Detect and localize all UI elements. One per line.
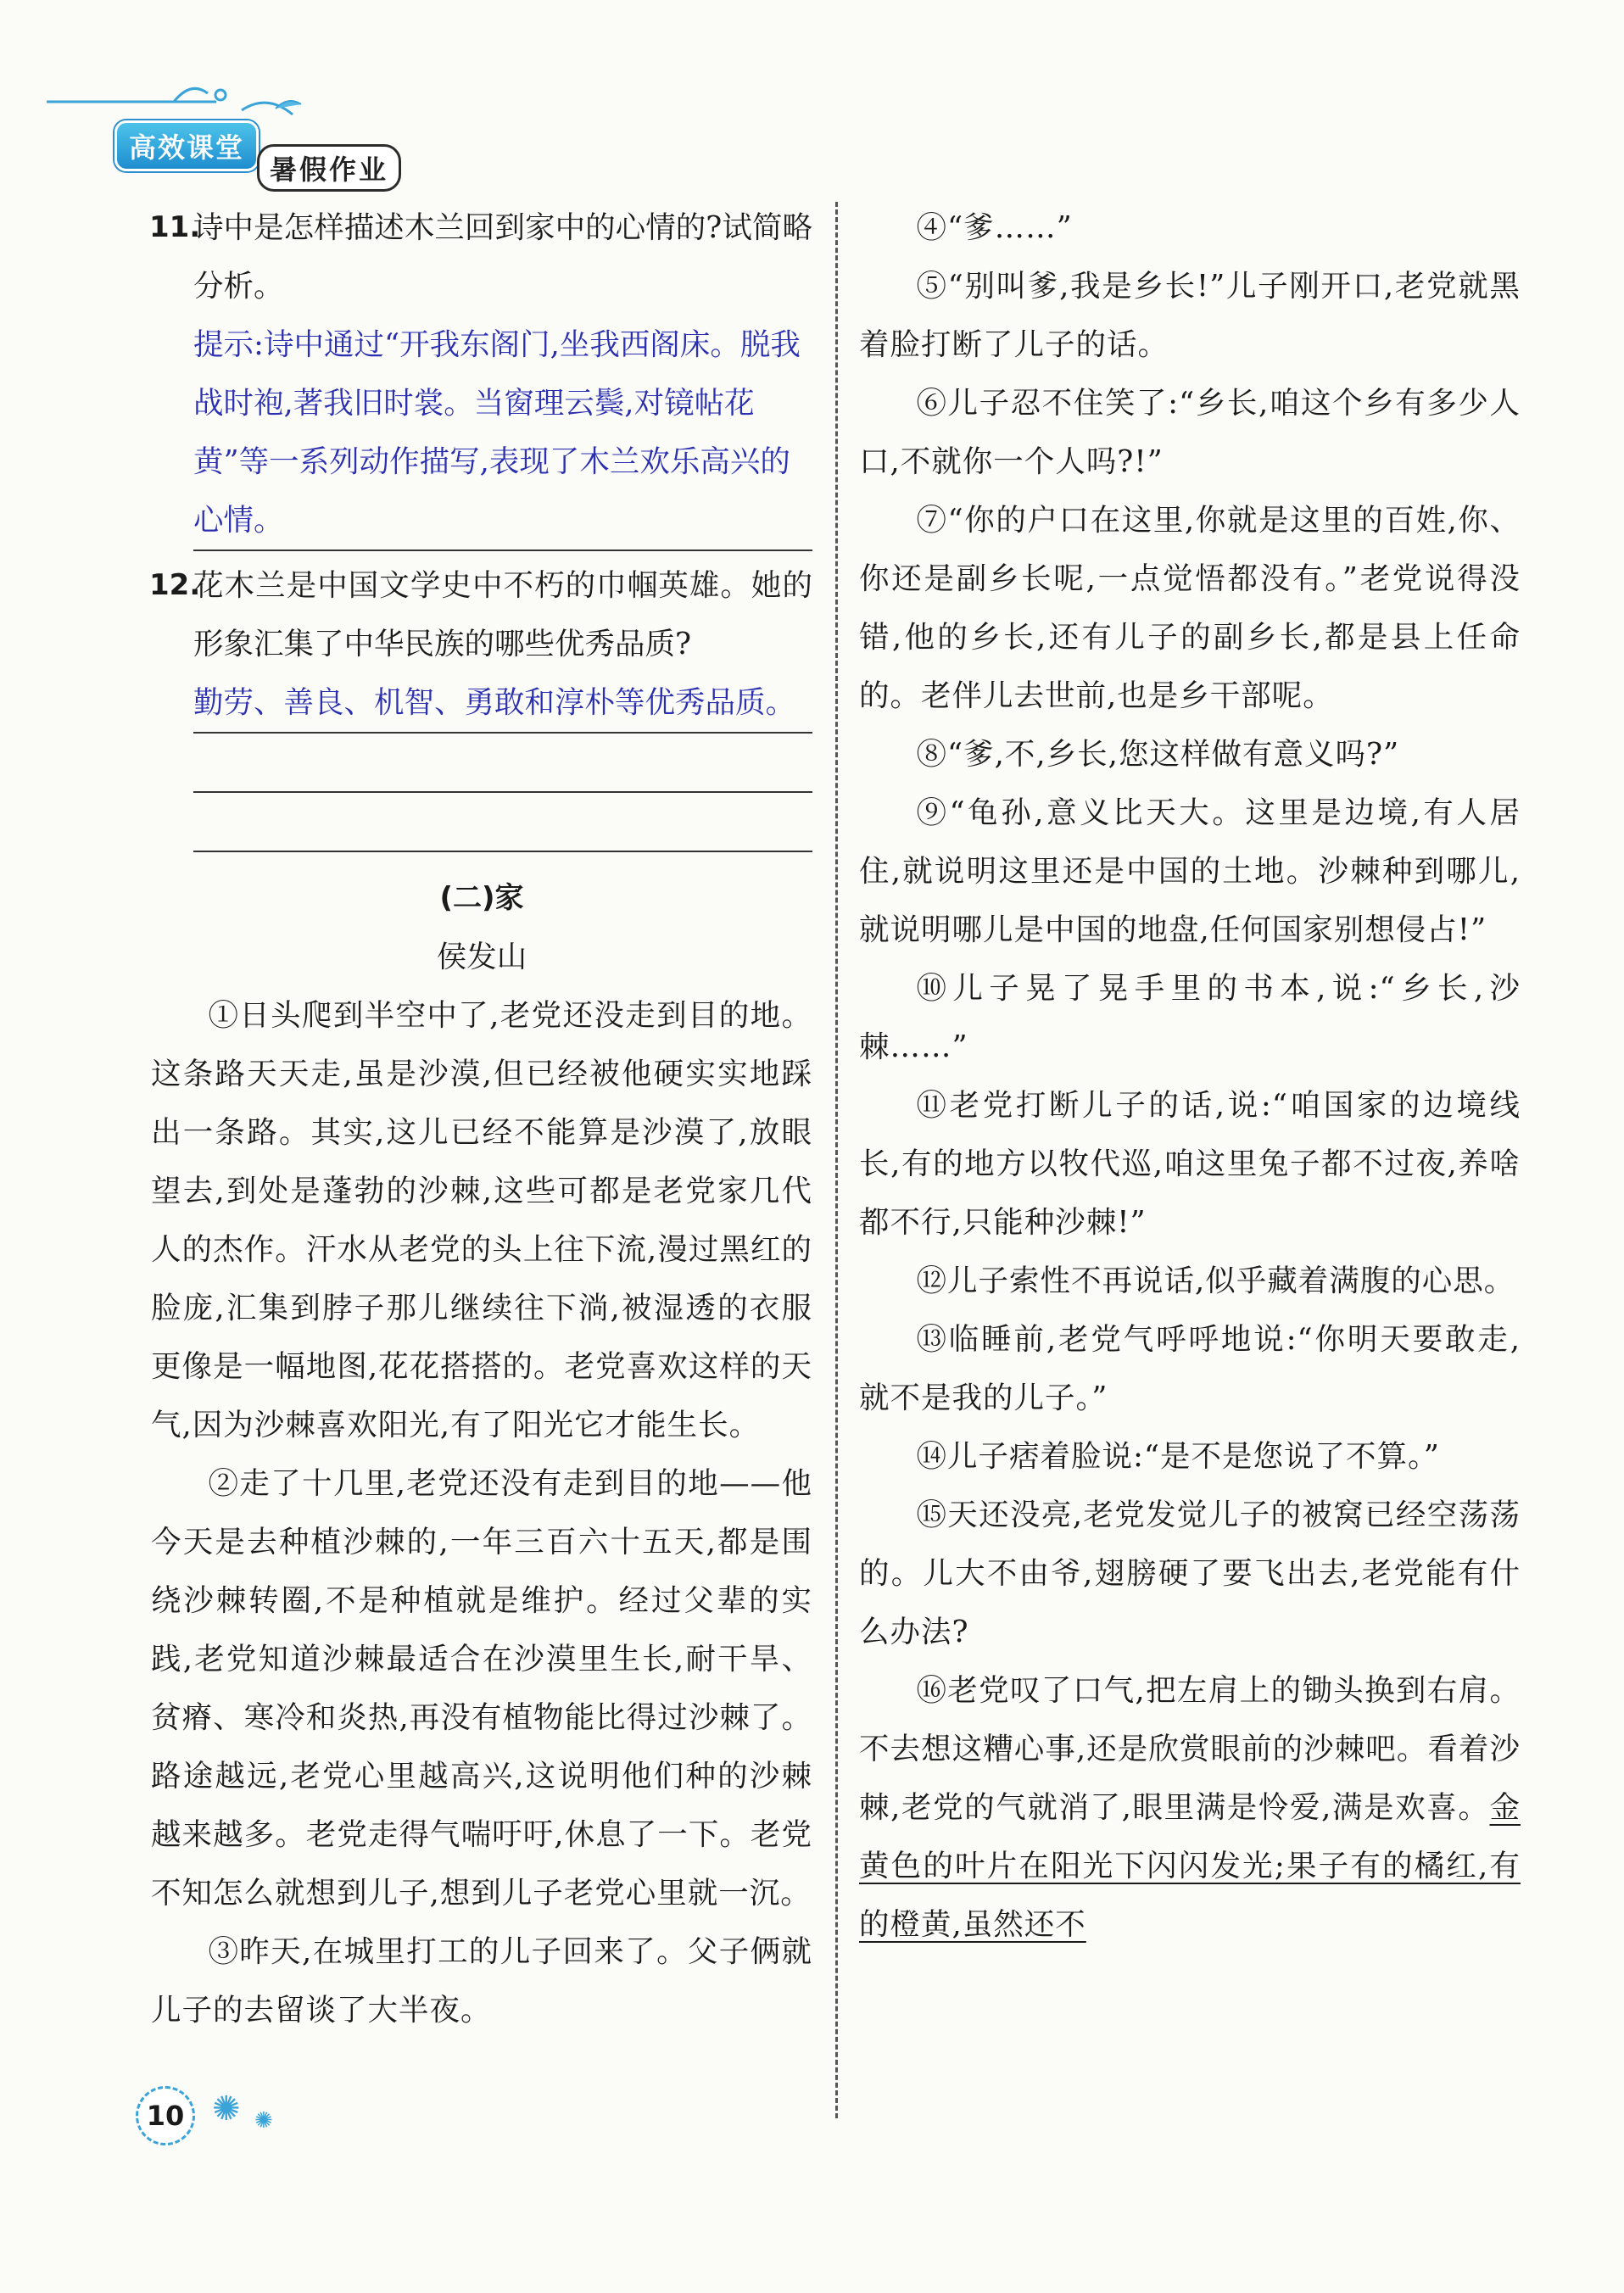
paragraph-10: ⑩儿子晃了晃手里的书本,说:“乡长,沙棘……” [859,971,1521,1064]
paragraph-1: ①日头爬到半空中了,老党还没走到目的地。这条路天天走,虽是沙漠,但已经被他硬实实地踩出一条路。其实,这儿已经不能算是沙漠了,放眼望去,到处是蓬勃的沙棘,这些可都是老党家几代人的杰作。汗水从老党的头上往下流,漫过黑红的脸庞,汇集到脖子那儿继续往下淌,被湿透的衣服更像是一幅地图,花花搭搭的。老党喜欢这样的天气,因为沙棘喜欢阳光,有了阳光它才能生长。 [151,998,812,1442]
question-number: 11. [149,210,201,244]
flower-icon: ✺ [254,2108,273,2134]
paragraph-3: ③昨天,在城里打工的儿子回来了。父子俩就儿子的去留谈了大半夜。 [151,1934,812,2028]
answer-blank-line [193,734,812,793]
paragraph-15: ⑮天还没亮,老党发觉儿子的被窝已经空荡荡的。儿大不由爷,翅膀硬了要飞出去,老党能有什么办法? [859,1498,1521,1649]
paragraph-16-underlined: 金黄色的叶片在阳光下闪闪发光;果子有的橘红,有的橙黄,虽然还不 [859,1790,1521,1942]
paragraph-5: ⑤“别叫爹,我是乡长!”儿子刚开口,老党就黑着脸打断了儿子的话。 [859,269,1521,362]
logo-subtitle: 暑假作业 [257,144,401,192]
answer-11 [151,315,812,551]
paragraph-9: ⑨“龟孙,意义比天大。这里是边境,有人居住,就说明这里还是中国的土地。沙棘种到哪儿,就说明哪儿是中国的地盘,任何国家别想侵占!” [859,795,1521,947]
left-column [151,198,812,2039]
paragraph-11: ⑪老党打断儿子的话,说:“咱国家的边境线长,有的地方以牧代巡,咱这里兔子都不过夜,养啥都不行,只能种沙棘!” [859,1088,1521,1240]
question-12 [151,556,812,673]
question-number: 12. [149,568,201,602]
column-divider [835,202,838,2118]
page-number: 10 [136,2086,195,2145]
header-logo [47,76,471,195]
answer-text: 勤劳、善良、机智、勇敢和淳朴等优秀品质。 [193,673,812,734]
paragraph-7: ⑦“你的户口在这里,你就是这里的百姓,你、你还是副乡长呢,一点觉悟都没有。”老党说得没错,他的乡长,还有儿子的副乡长,都是县上任命的。老伴儿去世前,也是乡干部呢。 [859,503,1521,713]
answer-text: 提示:诗中通过“开我东阁门,坐我西阁床。脱我战时袍,著我旧时裳。当窗理云鬓,对镜帖花黄”等一系列动作描写,表现了木兰欢乐高兴的心情。 [193,315,812,551]
question-11 [151,198,812,315]
flower-icon: ✺ [212,2089,241,2128]
question-text: 花木兰是中国文学史中不朽的巾帼英雄。她的形象汇集了中华民族的哪些优秀品质? [193,568,812,661]
paragraph-14: ⑭儿子痞着脸说:“是不是您说了不算。” [916,1439,1440,1474]
right-column [859,198,1521,1954]
answer-blank-line [193,793,812,852]
paragraph-4: ④“爹……” [916,210,1073,245]
question-text: 诗中是怎样描述木兰回到家中的心情的?试简略分析。 [193,210,812,304]
section-title: (二)家 [439,881,524,915]
paragraph-6: ⑥儿子忍不住笑了:“乡长,咱这个乡有多少人口,不就你一个人吗?!” [859,386,1521,479]
footer [136,2086,475,2154]
paragraph-16-start: ⑯老党叹了口气,把左肩上的锄头换到右肩。不去想这糟心事,还是欣赏眼前的沙棘吧。看着沙棘,老党的气就消了,眼里满是怜爱,满是欢喜。 [859,1673,1521,1825]
answer-12 [151,673,812,734]
author: 侯发山 [436,940,527,974]
logo-title: 高效课堂 [114,120,259,171]
paragraph-2: ②走了十几里,老党还没有走到目的地——他今天是去种植沙棘的,一年三百六十五天,都是围绕沙棘转圈,不是种植就是维护。经过父辈的实践,老党知道沙棘最适合在沙漠里生长,耐干旱、贫瘠、寒冷和炎热,再没有植物能比得过沙棘了。路途越远,老党心里越高兴,这说明他们种的沙棘越来越多。老党走得气喘吁吁,休息了一下。老党不知怎么就想到儿子,想到儿子老党心里就一沉。 [151,1466,812,1911]
paragraph-16 [859,1661,1521,1954]
paragraph-13: ⑬临睡前,老党气呼呼地说:“你明天要敢走,就不是我的儿子。” [859,1322,1521,1415]
paragraph-8: ⑧“爹,不,乡长,您这样做有意义吗?” [916,737,1400,772]
paragraph-12: ⑫儿子索性不再说话,似乎藏着满腹的心思。 [916,1264,1515,1298]
